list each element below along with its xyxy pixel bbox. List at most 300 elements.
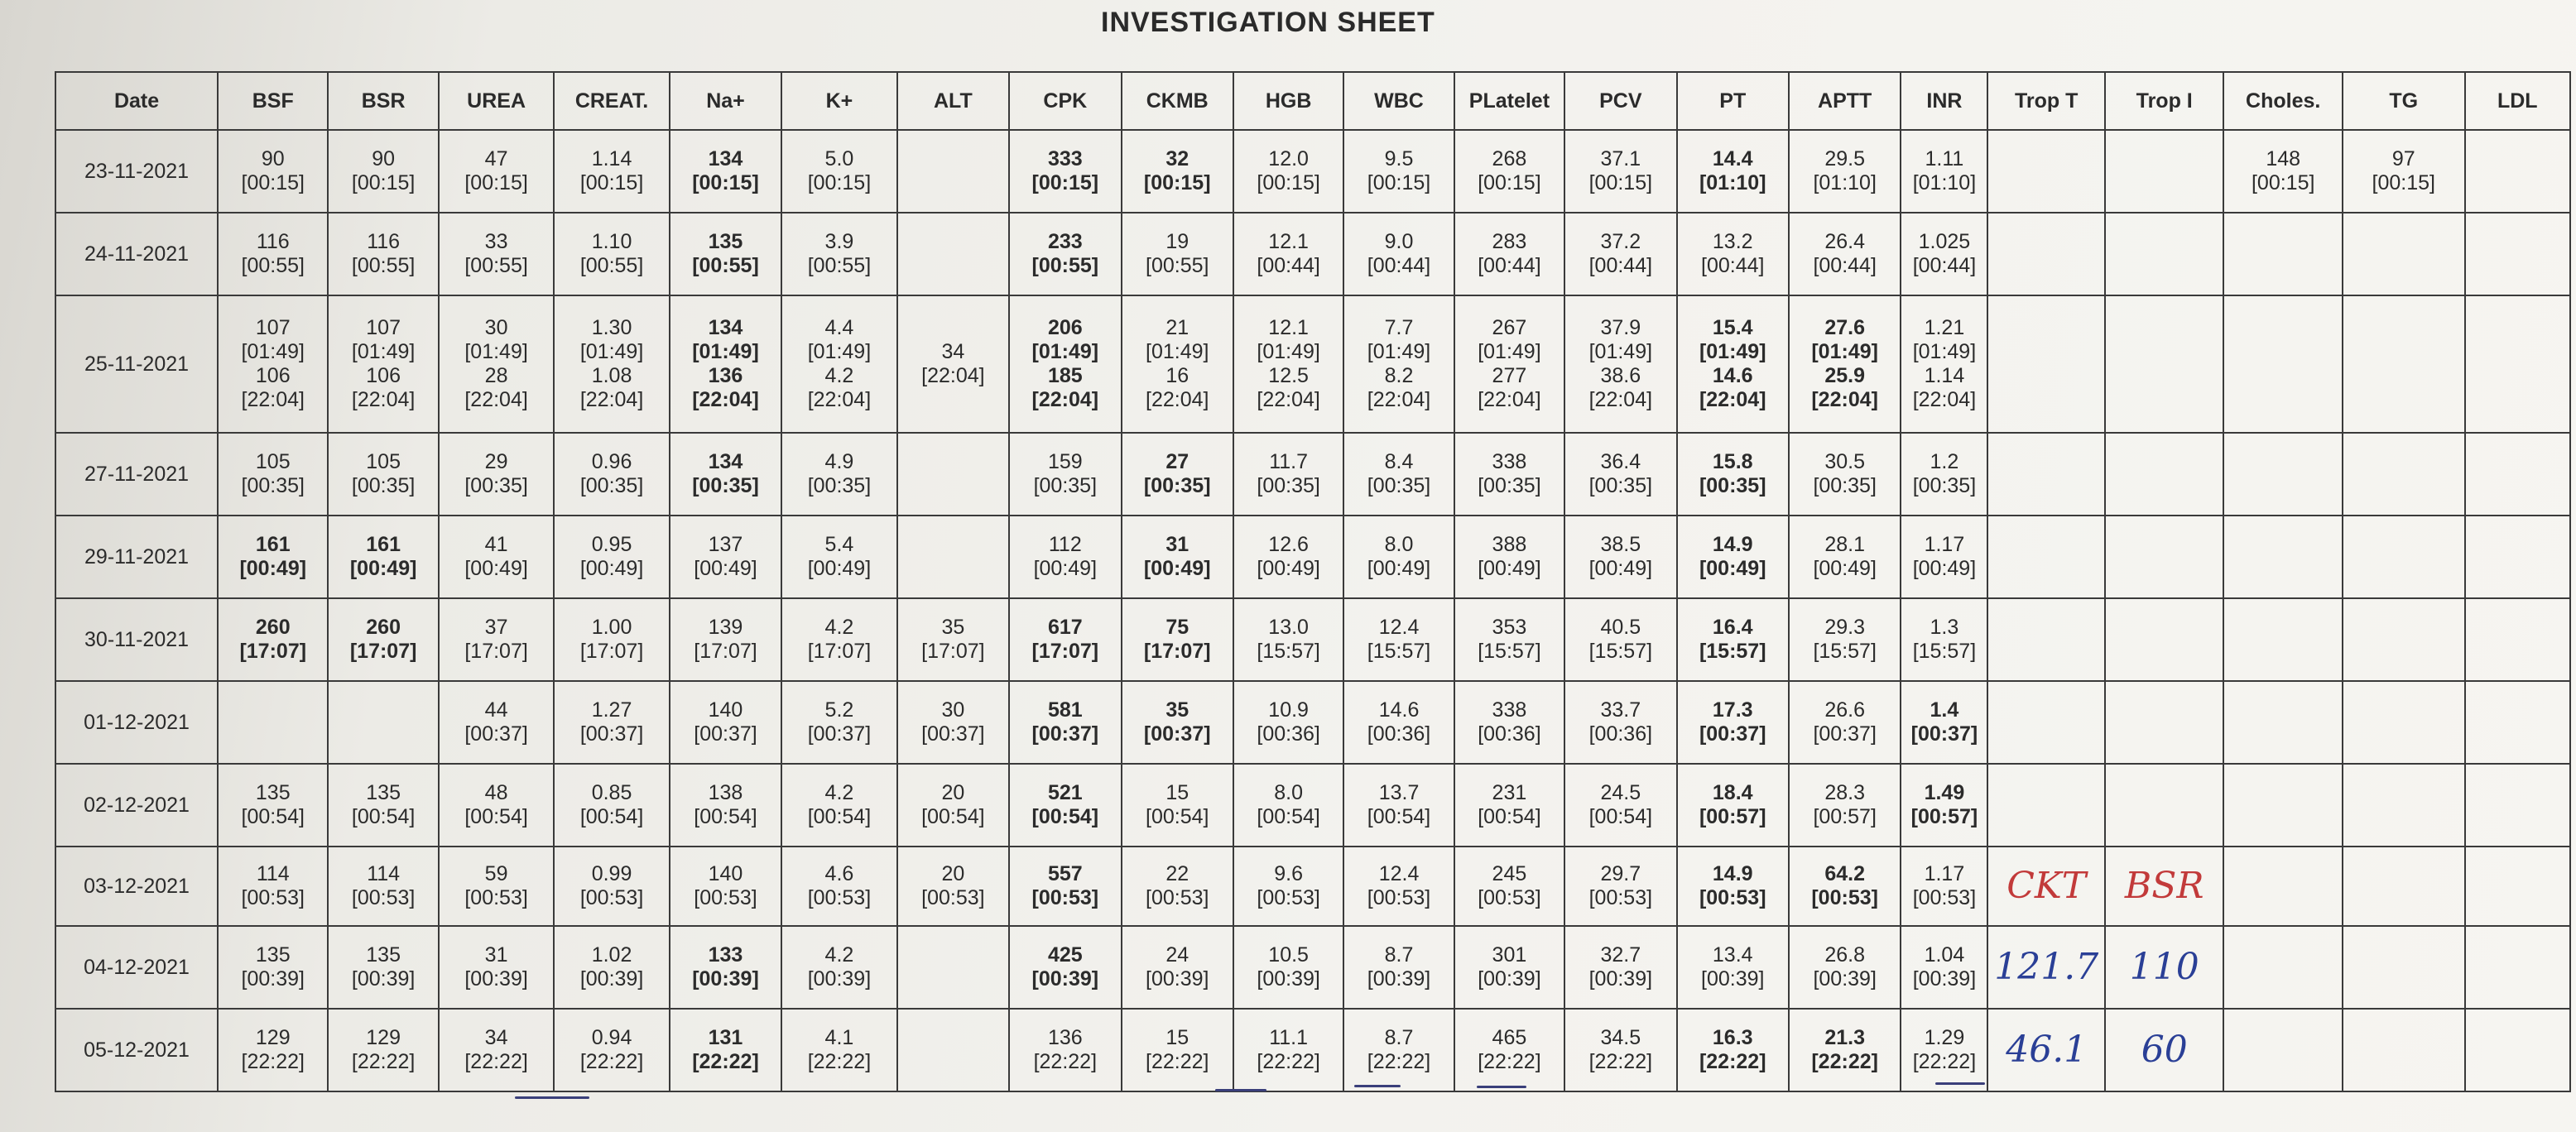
cell-wbc xyxy=(1343,213,1454,295)
result-time: [00:54] xyxy=(241,805,305,828)
result-time: [00:39] xyxy=(1257,967,1320,990)
cell-na xyxy=(670,598,781,681)
result-value: 114 xyxy=(256,862,290,885)
table-row xyxy=(55,213,2570,295)
pen-underline xyxy=(1354,1085,1401,1087)
cell-creat xyxy=(554,764,669,847)
result-time: [22:22] xyxy=(579,1050,644,1073)
cell-bsf xyxy=(218,598,328,681)
result-value: 26.8 xyxy=(1824,943,1865,967)
cell-bsr xyxy=(328,926,438,1009)
cell-tg xyxy=(2343,764,2465,847)
result-value: 185 xyxy=(1047,364,1083,387)
cell-ckmb xyxy=(1122,598,1233,681)
result-time: [00:35] xyxy=(351,474,416,497)
result-value: 34.5 xyxy=(1600,1026,1641,1049)
result-time: [00:53] xyxy=(1699,886,1766,909)
result-time: [00:55] xyxy=(579,254,644,277)
result-value: 3.9 xyxy=(824,230,854,253)
result-time: [00:39] xyxy=(692,967,759,990)
cell-inr xyxy=(1901,926,1987,1009)
result-time: [00:55] xyxy=(692,254,759,277)
result-value: 37.9 xyxy=(1600,316,1641,339)
cell-cpk xyxy=(1009,598,1121,681)
result-value: 35 xyxy=(1165,698,1189,722)
result-time: [00:37] xyxy=(921,722,985,746)
result-value: 13.0 xyxy=(1268,616,1309,639)
result-value: 9.6 xyxy=(1274,862,1304,885)
cell-pt xyxy=(1677,681,1789,764)
result-time: [00:49] xyxy=(1588,557,1653,580)
result-value: 1.00 xyxy=(591,616,632,639)
result-time: [01:49] xyxy=(807,340,872,363)
result-time: [15:57] xyxy=(1257,640,1320,663)
result-value: 15 xyxy=(1165,781,1189,804)
result-value: 28.1 xyxy=(1824,533,1865,556)
result-time: [00:37] xyxy=(1699,722,1766,746)
result-time: [00:53] xyxy=(1146,886,1209,909)
cell-aptt xyxy=(1789,213,1901,295)
result-time: [00:53] xyxy=(1588,886,1653,909)
cell-bsr xyxy=(328,213,438,295)
result-time: [22:04] xyxy=(241,388,305,411)
result-time: [00:53] xyxy=(579,886,644,909)
result-time: [00:37] xyxy=(1910,722,1978,746)
result-value: 1.14 xyxy=(591,147,632,170)
cell-pcv xyxy=(1564,681,1676,764)
result-value: 10.9 xyxy=(1268,698,1309,722)
result-value: 0.95 xyxy=(591,533,632,556)
result-value: 90 xyxy=(261,147,285,170)
cell-ckmb xyxy=(1122,130,1233,213)
result-time: [00:44] xyxy=(1912,254,1977,277)
result-value: 116 xyxy=(256,230,290,253)
result-time: [22:04] xyxy=(1146,388,1209,411)
result-time: [00:54] xyxy=(1367,805,1431,828)
cell-creat xyxy=(554,295,669,433)
result-value: 267 xyxy=(1492,316,1527,339)
cell-aptt xyxy=(1789,598,1901,681)
result-time: [00:39] xyxy=(241,967,305,990)
result-time: [01:49] xyxy=(1912,340,1977,363)
cell-wbc xyxy=(1343,926,1454,1009)
result-time: [22:22] xyxy=(1257,1050,1320,1073)
result-time: [22:22] xyxy=(1146,1050,1209,1073)
result-time: [00:35] xyxy=(464,474,528,497)
cell-cpk xyxy=(1009,130,1121,213)
result-value: 48 xyxy=(484,781,508,804)
result-value: 18.4 xyxy=(1712,781,1753,804)
cell-choles xyxy=(2223,764,2343,847)
result-value: 16.4 xyxy=(1712,616,1753,639)
cell-aptt xyxy=(1789,1009,1901,1091)
cell-na xyxy=(670,681,781,764)
cell-pcv xyxy=(1564,130,1676,213)
cell-pcv xyxy=(1564,926,1676,1009)
cell-k xyxy=(781,681,896,764)
cell-pt xyxy=(1677,516,1789,598)
result-time: [00:53] xyxy=(351,886,416,909)
result-value: 29 xyxy=(484,450,508,473)
col-header-bsr: BSR xyxy=(328,72,438,130)
result-value: 32 xyxy=(1165,147,1189,170)
result-time: [00:54] xyxy=(579,805,644,828)
result-time: [00:44] xyxy=(1367,254,1431,277)
result-time: [00:37] xyxy=(1813,722,1877,746)
result-value: 4.2 xyxy=(824,943,854,967)
result-time: [00:15] xyxy=(2372,171,2435,194)
cell-choles xyxy=(2223,130,2343,213)
result-value: 16.3 xyxy=(1712,1026,1753,1049)
table-row xyxy=(55,764,2570,847)
header-row xyxy=(55,72,2570,130)
result-value: 8.4 xyxy=(1384,450,1414,473)
result-value: 8.7 xyxy=(1384,1026,1414,1049)
result-time: [01:49] xyxy=(692,340,759,363)
result-time: [00:54] xyxy=(694,805,757,828)
result-value: 134 xyxy=(708,147,743,170)
cell-bsr xyxy=(328,295,438,433)
result-time: [17:07] xyxy=(1031,640,1099,663)
result-time: [00:54] xyxy=(807,805,872,828)
cell-trop-i xyxy=(2105,598,2224,681)
result-value: 29.5 xyxy=(1824,147,1865,170)
result-value: 1.3 xyxy=(1930,616,1959,639)
cell-inr xyxy=(1901,847,1987,926)
cell-trop-t xyxy=(1987,1009,2104,1091)
cell-wbc xyxy=(1343,433,1454,516)
result-value: 1.30 xyxy=(591,316,632,339)
result-time: [00:57] xyxy=(1699,805,1766,828)
result-value: 465 xyxy=(1492,1026,1527,1049)
cell-hgb xyxy=(1233,764,1343,847)
cell-tg xyxy=(2343,1009,2465,1091)
cell-bsr xyxy=(328,1009,438,1091)
result-value: 28.3 xyxy=(1824,781,1865,804)
result-value: 37.2 xyxy=(1600,230,1641,253)
result-time: [22:22] xyxy=(351,1050,416,1073)
cell-trop-t xyxy=(1987,433,2104,516)
result-time: [17:07] xyxy=(1143,640,1211,663)
result-time: [00:15] xyxy=(1367,171,1431,194)
cell-na xyxy=(670,295,781,433)
result-time: [00:35] xyxy=(807,474,872,497)
date-cell: 29-11-2021 xyxy=(55,516,218,598)
result-time: [00:15] xyxy=(1257,171,1320,194)
cell-creat xyxy=(554,516,669,598)
result-value: 20 xyxy=(941,781,965,804)
result-value: 34 xyxy=(941,340,965,363)
result-time: [00:54] xyxy=(464,805,528,828)
result-value: 4.2 xyxy=(824,616,854,639)
cell-creat xyxy=(554,1009,669,1091)
result-value: 14.4 xyxy=(1712,147,1753,170)
result-time: [00:44] xyxy=(1701,254,1765,277)
result-time: [00:35] xyxy=(1813,474,1877,497)
cell-trop-t xyxy=(1987,130,2104,213)
result-time: [00:57] xyxy=(1910,805,1978,828)
result-time: [00:15] xyxy=(1478,171,1541,194)
result-value: 9.5 xyxy=(1384,147,1414,170)
cell-urea xyxy=(439,516,554,598)
cell-wbc xyxy=(1343,598,1454,681)
cell-pt xyxy=(1677,598,1789,681)
result-value: 1.29 xyxy=(1924,1026,1965,1049)
result-time: [00:53] xyxy=(1811,886,1878,909)
result-value: 17.3 xyxy=(1712,698,1753,722)
cell-creat xyxy=(554,433,669,516)
result-time: [17:07] xyxy=(349,640,417,663)
col-header-inr: INR xyxy=(1901,72,1987,130)
cell-pcv xyxy=(1564,847,1676,926)
result-value: 32.7 xyxy=(1600,943,1641,967)
result-time: [00:49] xyxy=(694,557,757,580)
result-time: [00:54] xyxy=(1031,805,1099,828)
result-value: 12.6 xyxy=(1268,533,1309,556)
result-value: 1.14 xyxy=(1924,364,1965,387)
result-time: [00:15] xyxy=(241,171,305,194)
cell-pt xyxy=(1677,926,1789,1009)
result-time: [00:54] xyxy=(1257,805,1320,828)
result-value: 33.7 xyxy=(1600,698,1641,722)
cell-ldl xyxy=(2465,1009,2571,1091)
result-time: [00:37] xyxy=(1031,722,1099,746)
result-time: [01:49] xyxy=(241,340,305,363)
result-value: 301 xyxy=(1492,943,1527,967)
result-value: 338 xyxy=(1492,698,1527,722)
result-value: 425 xyxy=(1047,943,1083,967)
result-value: 268 xyxy=(1492,147,1527,170)
cell-na xyxy=(670,926,781,1009)
cell-trop-i xyxy=(2105,433,2224,516)
cell-inr xyxy=(1901,433,1987,516)
result-time: [22:04] xyxy=(464,388,528,411)
result-time: [00:49] xyxy=(1143,557,1211,580)
result-time: [00:35] xyxy=(1257,474,1320,497)
result-time: [00:15] xyxy=(1588,171,1653,194)
result-time: [00:54] xyxy=(1588,805,1653,828)
cell-creat xyxy=(554,213,669,295)
result-value: 13.7 xyxy=(1378,781,1420,804)
result-time: [15:57] xyxy=(1588,640,1653,663)
result-time: [00:53] xyxy=(1478,886,1541,909)
date-cell: 05-12-2021 xyxy=(55,1009,218,1091)
result-time: [22:04] xyxy=(921,364,985,387)
cell-cpk xyxy=(1009,926,1121,1009)
cell-inr xyxy=(1901,130,1987,213)
result-value: 277 xyxy=(1492,364,1527,387)
cell-wbc xyxy=(1343,1009,1454,1091)
cell-bsf xyxy=(218,516,328,598)
result-value: 231 xyxy=(1492,781,1527,804)
result-time: [15:57] xyxy=(1912,640,1977,663)
result-value: 260 xyxy=(255,616,291,639)
result-time: [00:49] xyxy=(239,557,307,580)
result-time: [00:53] xyxy=(694,886,757,909)
result-time: [00:37] xyxy=(579,722,644,746)
result-time: [00:44] xyxy=(1588,254,1653,277)
date-cell: 23-11-2021 xyxy=(55,130,218,213)
cell-trop-i xyxy=(2105,1009,2224,1091)
table-row xyxy=(55,130,2570,213)
result-value: 0.94 xyxy=(591,1026,632,1049)
result-time: [00:39] xyxy=(1701,967,1765,990)
cell-ckmb xyxy=(1122,1009,1233,1091)
result-value: 233 xyxy=(1047,230,1083,253)
col-header-platelet: PLatelet xyxy=(1454,72,1564,130)
cell-platelet xyxy=(1454,130,1564,213)
cell-trop-t xyxy=(1987,213,2104,295)
result-time: [22:22] xyxy=(692,1050,759,1073)
cell-cpk xyxy=(1009,295,1121,433)
date-cell: 27-11-2021 xyxy=(55,433,218,516)
cell-pt xyxy=(1677,764,1789,847)
cell-choles xyxy=(2223,213,2343,295)
cell-ckmb xyxy=(1122,681,1233,764)
cell-bsf xyxy=(218,295,328,433)
cell-choles xyxy=(2223,598,2343,681)
cell-tg xyxy=(2343,433,2465,516)
cell-platelet xyxy=(1454,681,1564,764)
result-value: 129 xyxy=(366,1026,401,1049)
result-time: [00:53] xyxy=(1031,886,1099,909)
result-value: 105 xyxy=(255,450,291,473)
result-time: [15:57] xyxy=(1367,640,1431,663)
col-header-urea: UREA xyxy=(439,72,554,130)
result-time: [00:55] xyxy=(241,254,305,277)
col-header-choles: Choles. xyxy=(2223,72,2343,130)
cell-na xyxy=(670,433,781,516)
result-value: 4.2 xyxy=(824,781,854,804)
result-time: [00:39] xyxy=(1912,967,1977,990)
col-header-cpk: CPK xyxy=(1009,72,1121,130)
result-value: 1.2 xyxy=(1930,450,1959,473)
result-value: 5.2 xyxy=(824,698,854,722)
result-value: 22 xyxy=(1165,862,1189,885)
result-time: [17:07] xyxy=(579,640,644,663)
result-value: 148 xyxy=(2266,147,2301,170)
cell-k xyxy=(781,516,896,598)
result-time: [22:22] xyxy=(1699,1050,1766,1073)
cell-trop-t xyxy=(1987,926,2104,1009)
result-time: [01:49] xyxy=(1367,340,1431,363)
cell-inr xyxy=(1901,1009,1987,1091)
result-time: [00:15] xyxy=(1143,171,1211,194)
result-value: 24 xyxy=(1165,943,1189,967)
handwritten-note: BSR xyxy=(2124,865,2204,907)
table-row xyxy=(55,926,2570,1009)
result-time: [17:07] xyxy=(694,640,757,663)
result-value: 8.0 xyxy=(1384,533,1414,556)
cell-creat xyxy=(554,926,669,1009)
result-time: [00:54] xyxy=(351,805,416,828)
result-value: 1.10 xyxy=(591,230,632,253)
result-time: [00:15] xyxy=(2251,171,2315,194)
result-value: 107 xyxy=(255,316,291,339)
cell-pcv xyxy=(1564,295,1676,433)
col-header-aptt: APTT xyxy=(1789,72,1901,130)
cell-bsf xyxy=(218,213,328,295)
result-value: 129 xyxy=(255,1026,291,1049)
result-time: [00:44] xyxy=(1813,254,1877,277)
cell-cpk xyxy=(1009,847,1121,926)
result-value: 16 xyxy=(1165,364,1189,387)
cell-platelet xyxy=(1454,516,1564,598)
result-value: 138 xyxy=(708,781,743,804)
result-time: [22:04] xyxy=(1478,388,1541,411)
result-time: [00:39] xyxy=(1031,967,1099,990)
result-value: 1.17 xyxy=(1924,533,1965,556)
table-row xyxy=(55,516,2570,598)
result-value: 135 xyxy=(708,230,743,253)
result-value: 0.99 xyxy=(591,862,632,885)
result-time: [00:54] xyxy=(1146,805,1209,828)
cell-pcv xyxy=(1564,516,1676,598)
cell-pt xyxy=(1677,433,1789,516)
result-time: [01:49] xyxy=(1588,340,1653,363)
col-header-k: K+ xyxy=(781,72,896,130)
result-value: 135 xyxy=(255,781,291,804)
result-value: 1.11 xyxy=(1925,147,1964,170)
cell-urea xyxy=(439,295,554,433)
result-value: 260 xyxy=(366,616,401,639)
result-value: 40.5 xyxy=(1600,616,1641,639)
table-row xyxy=(55,433,2570,516)
cell-ldl xyxy=(2465,516,2571,598)
result-time: [00:35] xyxy=(241,474,305,497)
cell-trop-i xyxy=(2105,847,2224,926)
result-time: [00:53] xyxy=(241,886,305,909)
result-time: [00:49] xyxy=(807,557,872,580)
result-time: [22:22] xyxy=(1367,1050,1431,1073)
pen-underline xyxy=(1935,1082,1985,1085)
result-value: 0.85 xyxy=(591,781,632,804)
cell-alt xyxy=(897,681,1009,764)
cell-cpk xyxy=(1009,681,1121,764)
cell-bsf xyxy=(218,130,328,213)
cell-inr xyxy=(1901,598,1987,681)
result-time: [00:49] xyxy=(464,557,528,580)
result-value: 137 xyxy=(708,533,743,556)
result-value: 5.0 xyxy=(824,147,854,170)
result-value: 161 xyxy=(366,533,401,556)
cell-choles xyxy=(2223,681,2343,764)
handwritten-note: CKT xyxy=(2006,865,2087,907)
page-title: INVESTIGATION SHEET xyxy=(1101,7,1435,38)
cell-ldl xyxy=(2465,433,2571,516)
cell-k xyxy=(781,847,896,926)
cell-pcv xyxy=(1564,433,1676,516)
result-time: [01:49] xyxy=(1699,340,1766,363)
result-time: [00:49] xyxy=(1912,557,1977,580)
result-time: [01:49] xyxy=(1031,340,1099,363)
cell-platelet xyxy=(1454,213,1564,295)
cell-bsr xyxy=(328,516,438,598)
result-time: [22:22] xyxy=(1912,1050,1977,1073)
result-value: 14.6 xyxy=(1378,698,1420,722)
cell-wbc xyxy=(1343,130,1454,213)
cell-trop-i xyxy=(2105,213,2224,295)
cell-alt xyxy=(897,433,1009,516)
result-time: [00:53] xyxy=(1257,886,1320,909)
result-time: [00:15] xyxy=(807,171,872,194)
result-time: [00:35] xyxy=(1367,474,1431,497)
result-time: [00:39] xyxy=(464,967,528,990)
col-header-date: Date xyxy=(55,72,218,130)
cell-bsr xyxy=(328,598,438,681)
result-time: [17:07] xyxy=(464,640,528,663)
col-header-pcv: PCV xyxy=(1564,72,1676,130)
